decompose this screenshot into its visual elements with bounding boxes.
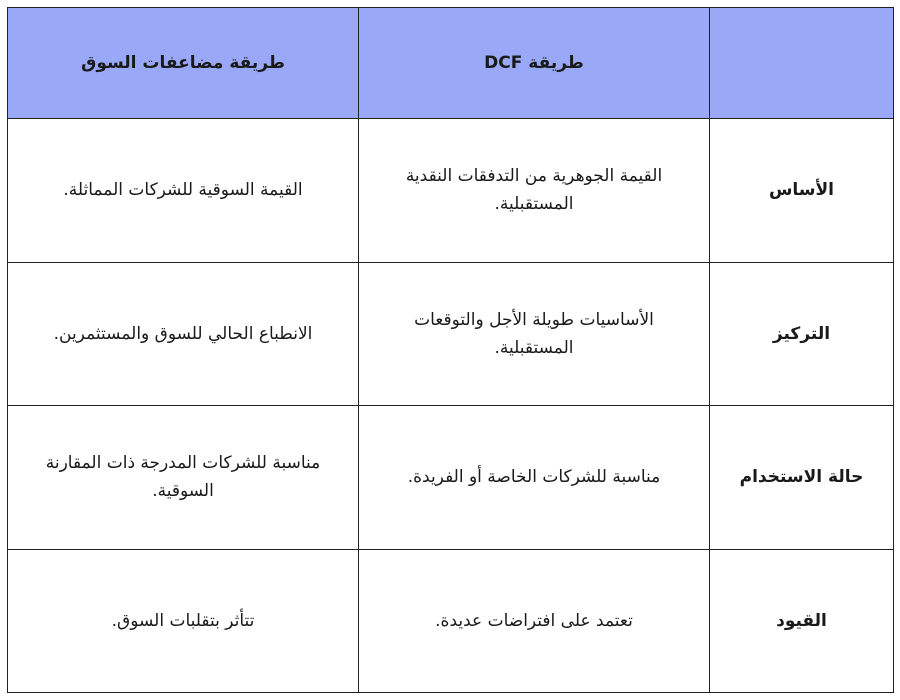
- dcf-cell: الأساسيات طويلة الأجل والتوقعات المستقبلية.: [359, 262, 710, 406]
- table-row: [8, 119, 894, 263]
- market-cell: القيمة السوقية للشركات المماثلة.: [8, 119, 359, 263]
- table-header: [8, 8, 894, 119]
- market-cell: مناسبة للشركات المدرجة ذات المقارنة السوقية.: [8, 406, 359, 550]
- row-label: التركيز: [710, 262, 894, 406]
- header-cell-market-multiples: طريقة مضاعفات السوق: [8, 8, 359, 119]
- comparison-table: [7, 7, 894, 693]
- header-row: [8, 8, 894, 119]
- table-row: [8, 549, 894, 693]
- row-label: القيود: [710, 549, 894, 693]
- dcf-cell: مناسبة للشركات الخاصة أو الفريدة.: [359, 406, 710, 550]
- table-row: [8, 406, 894, 550]
- row-label: حالة الاستخدام: [710, 406, 894, 550]
- header-cell-empty: [710, 8, 894, 119]
- table-body: [8, 119, 894, 693]
- table-row: [8, 262, 894, 406]
- market-cell: الانطباع الحالي للسوق والمستثمرين.: [8, 262, 359, 406]
- dcf-cell: تعتمد على افتراضات عديدة.: [359, 549, 710, 693]
- row-label: الأساس: [710, 119, 894, 263]
- dcf-cell: القيمة الجوهرية من التدفقات النقدية المستقبلية.: [359, 119, 710, 263]
- market-cell: تتأثر بتقلبات السوق.: [8, 549, 359, 693]
- header-cell-dcf: طريقة DCF: [359, 8, 710, 119]
